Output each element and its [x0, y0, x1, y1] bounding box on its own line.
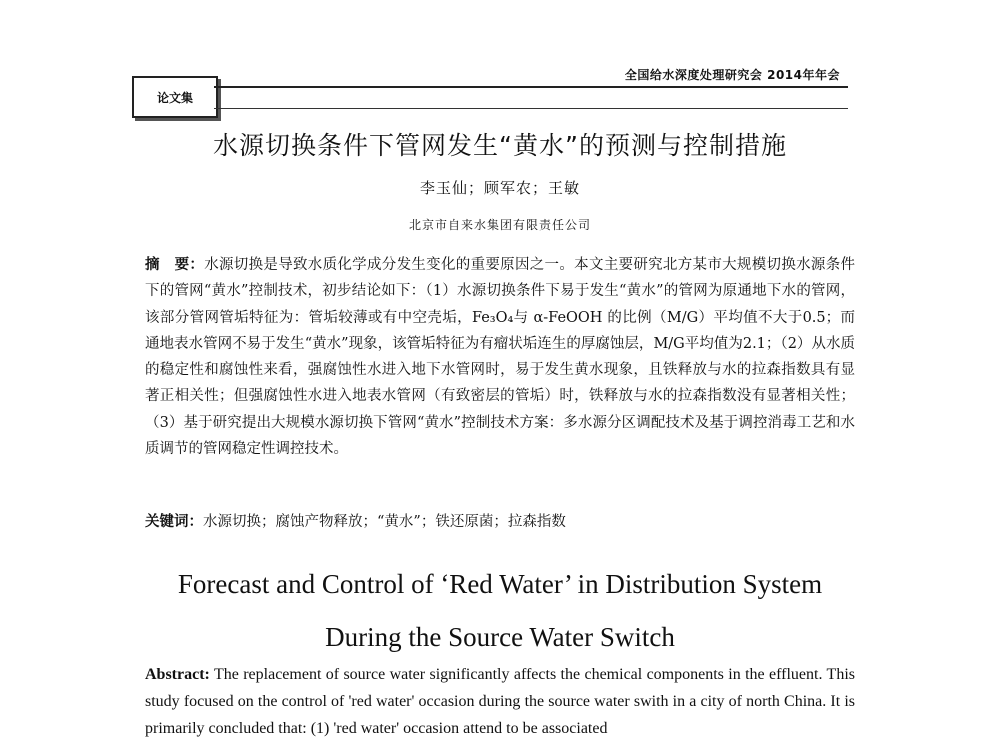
paper-title-cn: 水源切换条件下管网发生“黄水”的预测与控制措施	[213, 131, 787, 160]
abstract-cn-label: 摘 要：	[145, 257, 205, 273]
abstract-en	[145, 661, 855, 742]
title-en-line1: Forecast and Control of ‘Red Water’ in Distribution System	[177, 569, 823, 599]
keywords-text: 水源切换；腐蚀产物释放；“黄水”；铁还原菌；拉森指数	[203, 514, 566, 530]
abstract-en-text: The replacement of source water significantly affects the chemical components in the effluent. This study focused on the control of 'red water' occasion during the source water swith in a city of north China. It is primarily concluded that: (1) 'red water' occasion attend to be associated	[145, 666, 855, 737]
header-rule-thin	[214, 108, 848, 109]
abstract-cn	[145, 252, 855, 462]
collection-label-box	[132, 76, 218, 118]
collection-label: 论文集	[156, 90, 193, 105]
authors: 李玉仙；顾军农；王敏	[419, 179, 580, 197]
keywords-label: 关键词：	[145, 514, 203, 530]
header-rule-thick	[214, 86, 848, 88]
title-en-line2: During the Source Water Switch	[325, 622, 675, 652]
abstract-cn-text: 水源切换是导致水质化学成分发生变化的重要原因之一。本文主要研究北方某市大规模切换水源条件下的管网“黄水”控制技术，初步结论如下：（1）水源切换条件下易于发生“黄水”的管网为原通地下水的管网，该部分管网管垢特征为：管垢较薄或有中空壳垢，Fe₃O₄与 α-FeOOH 的比例（M/G）平均值不大于0.5；而通地表水管网不易于发生“黄水”现象，该管垢特征为有瘤状垢连生的厚腐蚀层，M/G平均值为2.1；（2）从水质的稳定性和腐蚀性来看，强腐蚀性水进入地下水管网时，易于发生黄水现象，且铁释放与水的拉森指数具有显著正相关性；但强腐蚀性水进入地表水管网（有致密层的管垢）时，铁释放与水的拉森指数没有显著相关性；（3）基于研究提出大规模水源切换下管网“黄水”控制技术方案：多水源分区调配技术及基于调控消毒工艺和水质调节的管网稳定性调控技术。	[145, 257, 856, 458]
paper-title-en	[0, 558, 1000, 664]
keywords	[145, 510, 855, 531]
conference-header: 全国给水深度处理研究会 2014年年会	[624, 68, 840, 82]
affiliation: 北京市自来水集团有限责任公司	[408, 218, 591, 232]
abstract-en-label: Abstract:	[145, 666, 210, 683]
